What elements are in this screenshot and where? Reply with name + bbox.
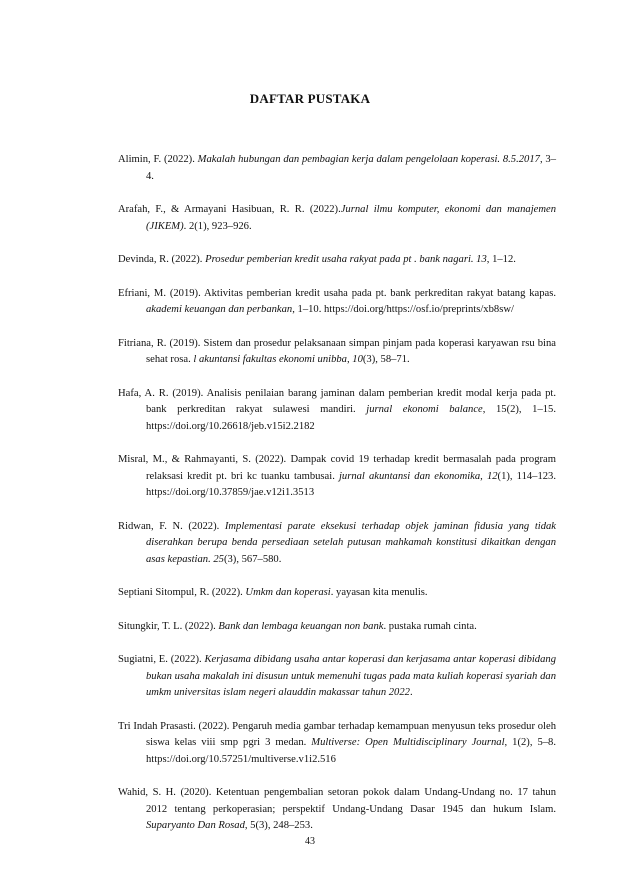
reference-author-year: Sugiatni, E. (2022).	[118, 654, 205, 665]
reference-details: (3), 567–580.	[223, 553, 282, 565]
reference-author-year: Misral, M., & Rahmayanti, S. (2022). Dampak covid 19 terhadap kredit bermasalah pada program relaksasi kredit pt. bri kc tuanku tambusai.	[118, 454, 556, 482]
reference-details: . 2(1), 923–926.	[183, 220, 252, 232]
reference-entry	[118, 386, 556, 436]
reference-source-italic: Implementasi parate eksekusi terhadap objek jaminan fidusia yang tidak diserahkan berupa benda persediaan setelah putusan mahkamah konstitusi dikaitkan dengan asas kepastian. 25	[146, 520, 556, 565]
reference-author-year: Efriani, M. (2019). Aktivitas pemberian kredit usaha pada pt. bank perkreditan rakyat batang kapas.	[118, 287, 556, 299]
reference-source-italic: Bank dan lembaga keuangan non bank	[218, 620, 384, 632]
reference-entry	[118, 252, 556, 269]
reference-details: , 1–10. https://doi.org/https://osf.io/preprints/xb8sw/	[292, 304, 514, 315]
reference-details: , 1–12.	[486, 254, 516, 265]
reference-author-year: Alimin, F. (2022).	[118, 154, 198, 165]
reference-source-italic: Umkm dan koperasi	[245, 587, 331, 598]
reference-details: .	[409, 687, 413, 698]
reference-source-italic: Suparyanto Dan Rosad	[146, 820, 245, 831]
reference-details: (3), 58–71.	[362, 354, 410, 365]
page-title: DAFTAR PUSTAKA	[249, 91, 371, 106]
reference-source-italic: Jurnal ilmu komputer, ekonomi dan manajemen (JIKEM)	[146, 204, 556, 232]
reference-details: . pustaka rumah cinta.	[383, 620, 477, 632]
reference-entry	[118, 152, 556, 185]
reference-entry	[118, 452, 556, 502]
reference-details: , 15(2), 1–15. https://doi.org/10.26618/jeb.v15i2.2182	[146, 404, 556, 432]
reference-details: , 5(3), 248–253.	[244, 820, 313, 831]
reference-source-italic: Multiverse: Open Multidisciplinary Journal	[311, 737, 505, 748]
reference-entry	[118, 519, 556, 569]
reference-author-year: Arafah, F., & Armayani Hasibuan, R. R. (2022).	[118, 204, 341, 215]
reference-entry	[118, 202, 556, 235]
reference-entry	[118, 785, 556, 835]
reference-details: . yayasan kita menulis.	[330, 587, 428, 598]
reference-entry	[118, 286, 556, 319]
reference-entry	[118, 336, 556, 369]
reference-source-italic: Makalah hubungan dan pembagian kerja dalam pengelolaan koperasi. 8.5.2017	[197, 154, 540, 165]
reference-entry	[118, 652, 556, 702]
reference-author-year: Situngkir, T. L. (2022).	[118, 620, 219, 632]
reference-source-italic: l akuntansi fakultas ekonomi unibba, 10	[193, 354, 363, 365]
reference-entry	[118, 719, 556, 769]
reference-author-year: Wahid, S. H. (2020). Ketentuan pengembalian setoran pokok dalam Undang-Undang no. 17 tahun 2012 tentang perkoperasian; perspektif Undang-Undang Dasar 1945 dan hukum Islam.	[118, 787, 556, 815]
reference-source-italic: Kerjasama dibidang usaha antar koperasi dan kerjasama antar koperasi dibidang bukan usaha makalah ini disusun untuk memenuhi tugas pada mata kuliah koperasi syariah dan umkm universitas islam negeri alauddin makassar tahun 2022	[146, 654, 556, 698]
reference-author-year: Fitriana, R. (2019). Sistem dan prosedur pelaksanaan simpan pinjam pada koperasi karyawan rsu bina sehat rosa.	[118, 337, 556, 365]
reference-entry	[118, 585, 556, 602]
reference-details: , 1(2), 5–8. https://doi.org/10.57251/multiverse.v1i2.516	[146, 737, 556, 765]
reference-list	[118, 152, 556, 835]
page-number: 43	[305, 836, 315, 847]
reference-author-year: Tri Indah Prasasti. (2022). Pengaruh media gambar terhadap kemampuan menyusun teks prosedur oleh siswa kelas viii smp pgri 3 medan.	[118, 720, 556, 748]
reference-source-italic: jurnal ekonomi balance	[366, 404, 483, 415]
reference-source-italic: akademi keuangan dan perbankan	[146, 304, 293, 315]
reference-source-italic: Prosedur pemberian kredit usaha rakyat pada pt . bank nagari. 13	[205, 254, 487, 265]
reference-entry	[118, 619, 556, 636]
reference-author-year: Hafa, A. R. (2019). Analisis penilaian barang jaminan dalam pemberian kredit modal kerja pada pt. bank perkreditan rakyat sulawesi mandiri.	[118, 387, 556, 415]
reference-author-year: Ridwan, F. N. (2022).	[118, 520, 225, 532]
reference-source-italic: jurnal akuntansi dan ekonomika, 12	[338, 470, 498, 482]
reference-details: (1), 114–123. https://doi.org/10.37859/jae.v12i1.3513	[146, 470, 556, 498]
reference-author-year: Septiani Sitompul, R. (2022).	[118, 587, 246, 598]
reference-author-year: Devinda, R. (2022).	[118, 254, 206, 265]
reference-details: , 3–4.	[146, 154, 556, 182]
